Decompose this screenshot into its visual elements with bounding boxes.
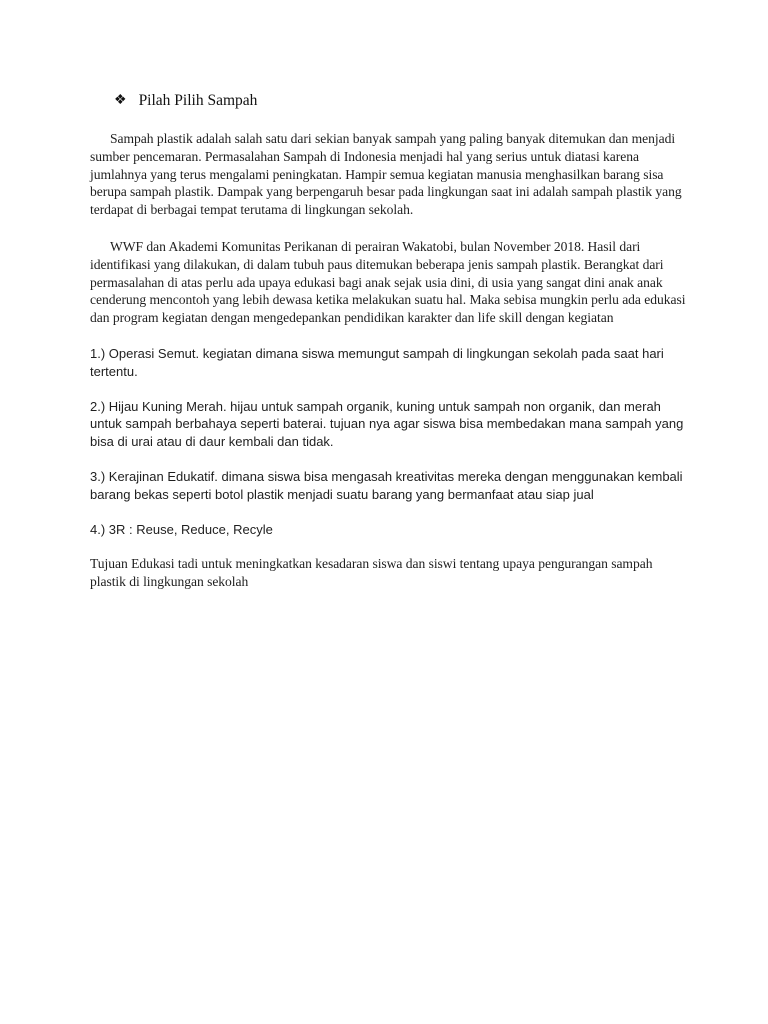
list-item-text: 3R : Reuse, Reduce, Recyle xyxy=(105,521,273,537)
list-item-number: 4.) xyxy=(90,521,106,537)
paragraph-closing: Tujuan Edukasi tadi untuk meningkatkan kesadaran siswa dan siswi tentang upaya pengurangan sampah plastik di lingkungan sekolah xyxy=(90,556,653,590)
list-item-number: 3.) xyxy=(90,468,106,484)
list-item xyxy=(90,521,688,539)
section-title: Pilah Pilih Sampah xyxy=(138,92,258,109)
list-item-text: Hijau Kuning Merah. hijau untuk sampah organik, kuning untuk sampah non organik, dan merah untuk sampah berbahaya seperti baterai. tujuan nya agar siswa bisa membedakan mana sampah yang bisa di urai atau di daur kembali dan tidak. xyxy=(90,398,684,450)
list-item xyxy=(90,398,688,451)
list-item xyxy=(90,468,688,504)
paragraph-background: WWF dan Akademi Komunitas Perikanan di perairan Wakatobi, bulan November 2018. Hasil dari identifikasi yang dilakukan, di dalam tubuh paus ditemukan beberapa jenis sampah plastik. Berangkat dari permasalahan di atas perlu ada upaya edukasi bagi anak sejak usia dini, di usia yang sangat dini anak anak cenderung mencontoh yang lebih dewasa ketika melakukan suatu hal. Maka sebisa mungkin perlu ada edukasi dan program kegiatan dengan mengedepankan pendidikan karakter dan life skill dengan kegiatan xyxy=(90,238,686,326)
list-item-text: Operasi Semut. kegiatan dimana siswa memungut sampah di lingkungan sekolah pada saat hari tertentu. xyxy=(90,345,664,379)
diamond-bullet-icon: ❖ xyxy=(114,93,127,108)
section-heading xyxy=(114,92,688,110)
list-item xyxy=(90,345,688,381)
list-item-number: 2.) xyxy=(90,398,106,414)
list-item-text: Kerajinan Edukatif. dimana siswa bisa mengasah kreativitas mereka dengan menggunakan kembali barang bekas seperti botol plastik menjadi suatu barang yang bermanfaat atau siap jual xyxy=(90,468,683,502)
document-page xyxy=(90,92,688,591)
paragraph-intro: Sampah plastik adalah salah satu dari sekian banyak sampah yang paling banyak ditemukan dan menjadi sumber pencemaran. Permasalahan Sampah di Indonesia menjadi hal yang serius untuk diatasi karena jumlahnya yang terus mengalami peningkatan. Hampir semua kegiatan manusia menghasilkan barang sisa berupa sampah plastik. Dampak yang berpengaruh besar pada lingkungan saat ini adalah sampah plastik yang terdapat di berbagai tempat terutama di lingkungan sekolah. xyxy=(90,131,682,218)
list-item-number: 1.) xyxy=(90,345,106,361)
